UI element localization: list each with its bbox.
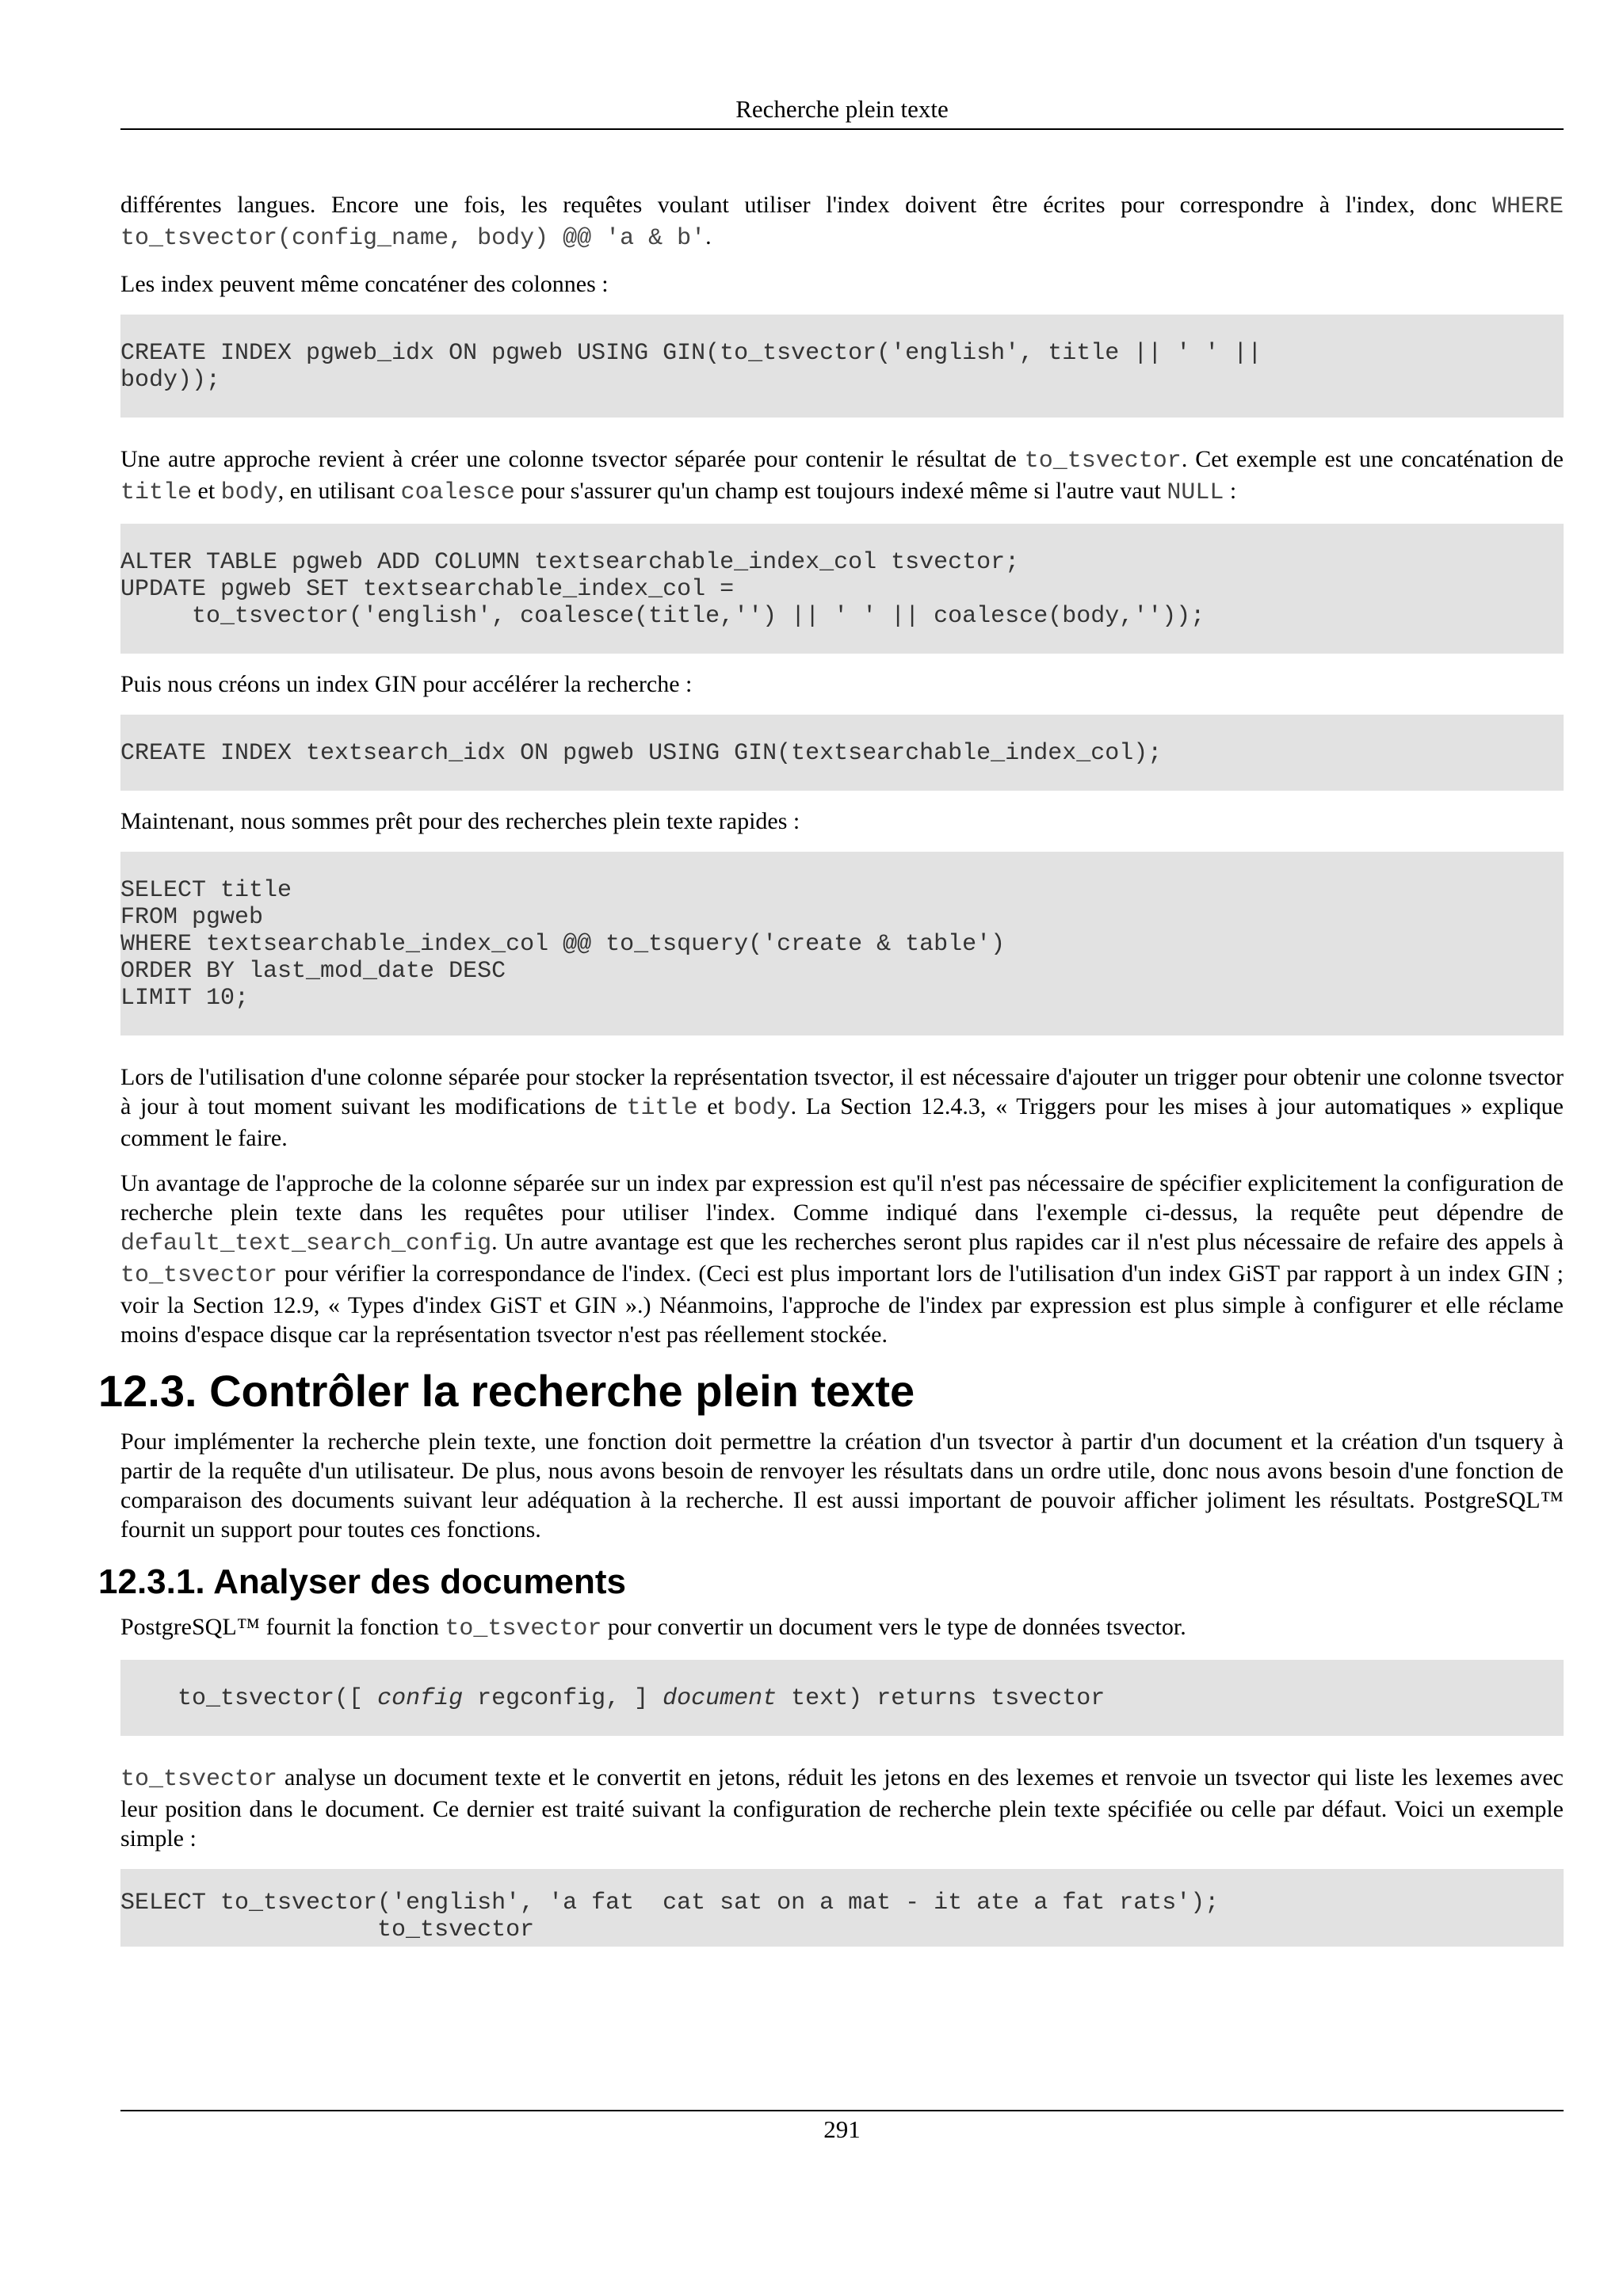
code-block xyxy=(120,315,1564,418)
code-line: WHERE textsearchable_index_col @@ to_tsquery('create & table') xyxy=(120,931,1006,958)
paragraph: PostgreSQL™ fournit la fonction to_tsvector pour convertir un document vers le type de données tsvector. xyxy=(120,1614,1186,1642)
code-block xyxy=(120,1869,1564,1947)
inline-code: body xyxy=(220,479,278,506)
inline-code: WHERE to_tsvector(config_name, body) @@ 'a & b' xyxy=(120,193,1564,252)
code-line: to_tsvector xyxy=(120,1917,535,1943)
code-line: to_tsvector('english', coalesce(title,'') || ' ' || coalesce(body,'')); xyxy=(120,603,1205,630)
header-rule xyxy=(120,128,1564,130)
code-line: SELECT to_tsvector('english', 'a fat cat sat on a mat - it ate a fat rats'); xyxy=(120,1890,1220,1917)
paragraph: to_tsvector analyse un document texte et le convertit en jetons, réduit les jetons en des lexemes et renvoie un tsvector qui liste les lexemes avec leur position dans le document. Ce dernier est traité suivant la configuration de recherche plein texte spécifiée ou celle par défaut. Voici un exemple simple : xyxy=(120,1764,1564,1852)
inline-code: title xyxy=(626,1095,698,1122)
paragraph: Lors de l'utilisation d'une colonne séparée pour stocker la représentation tsvector, il est nécessaire d'ajouter un trigger pour obtenir une colonne tsvector à jour à tout moment suivant les modifications de title et body. La Section 12.4.3, « Triggers pour les mises à jour automatiques » explique comment le faire. xyxy=(120,1064,1564,1151)
code-line: CREATE INDEX pgweb_idx ON pgweb USING GIN(to_tsvector('english', title || ' ' || xyxy=(120,340,1262,367)
code-line: to_tsvector([ config regconfig, ] document text) returns tsvector xyxy=(120,1685,1106,1712)
code-block xyxy=(120,852,1564,1035)
paragraph: Les index peuvent même concaténer des colonnes : xyxy=(120,271,609,297)
paragraph: Pour implémenter la recherche plein texte, une fonction doit permettre la création d'un tsvector à partir d'un document et la création d'un tsquery à partir de la requête d'un utilisateur. De plus, nous avons besoin de renvoyer les résultats dans un ordre utile, donc nous avons besoin d'une fonction de comparaison des documents suivant leur adéquation à la recherche. Il est aussi important de pouvoir afficher joliment les résultats. PostgreSQL™ fournit un support pour toutes ces fonctions. xyxy=(120,1428,1564,1543)
paragraph: Un avantage de l'approche de la colonne séparée sur un index par expression est qu'il n'est pas nécessaire de spécifier explicitement la configuration de recherche plein texte dans les requêtes pour utiliser l'index. Comme indiqué dans l'exemple ci-dessus, la requête peut dépendre de default_text_search_config. Un autre avantage est que les recherches seront plus rapides car il n'est plus nécessaire de refaire des appels à to_tsvector pour vérifier la correspondance de l'index. (Ceci est plus important lors de l'utilisation d'un index GiST par rapport à un index GIN ; voir la Section 12.9, « Types d'index GiST et GIN ».) Néanmoins, l'approche de l'index par expression est plus simple à configurer et elle réclame moins d'espace disque car la représentation tsvector n'est pas réellement stockée. xyxy=(120,1170,1564,1348)
parameter-name: config xyxy=(377,1685,464,1712)
page-number: 291 xyxy=(823,2115,861,2143)
code-line: SELECT title xyxy=(120,877,292,904)
paragraph: Maintenant, nous sommes prêt pour des recherches plein texte rapides : xyxy=(120,808,800,834)
footer-rule xyxy=(120,2110,1564,2111)
code-line: CREATE INDEX textsearch_idx ON pgweb USING GIN(textsearchable_index_col); xyxy=(120,740,1163,767)
code-line: UPDATE pgweb SET textsearchable_index_col = xyxy=(120,576,735,603)
code-block xyxy=(120,1660,1564,1736)
code-block xyxy=(120,524,1564,654)
inline-code: coalesce xyxy=(400,479,515,506)
page-content xyxy=(98,190,1564,1962)
running-header: Recherche plein texte xyxy=(735,95,949,123)
code-line: FROM pgweb xyxy=(120,904,264,931)
code-line: ORDER BY last_mod_date DESC xyxy=(120,958,506,985)
inline-code: to_tsvector xyxy=(1024,448,1182,475)
inline-code: to_tsvector xyxy=(120,1766,278,1793)
inline-code: default_text_search_config xyxy=(120,1230,492,1257)
inline-code: NULL xyxy=(1167,479,1224,506)
paragraph: Puis nous créons un index GIN pour accélérer la recherche : xyxy=(120,671,693,697)
code-line: ALTER TABLE pgweb ADD COLUMN textsearchable_index_col tsvector; xyxy=(120,549,1020,576)
inline-code: title xyxy=(120,479,193,506)
code-line: body)); xyxy=(120,367,221,394)
paragraph: Une autre approche revient à créer une colonne tsvector séparée pour contenir le résultat de to_tsvector. Cet exemple est une concaténation de title et body, en utilisant coalesce pour s'assurer qu'un champ est toujours indexé même si l'autre vaut NULL : xyxy=(120,446,1564,506)
inline-code: to_tsvector xyxy=(120,1262,278,1289)
code-line: LIMIT 10; xyxy=(120,985,250,1012)
paragraph: différentes langues. Encore une fois, les requêtes voulant utiliser l'index doivent être écrites pour correspondre à l'index, donc WHERE to_tsvector(config_name, body) @@ 'a & b'. xyxy=(120,192,1564,252)
inline-code: body xyxy=(733,1095,791,1122)
section-heading: 12.3. Contrôler la recherche plein texte xyxy=(98,1366,915,1416)
parameter-name: document xyxy=(663,1685,777,1712)
code-block xyxy=(120,715,1564,791)
inline-code: to_tsvector xyxy=(445,1615,602,1642)
subsection-heading: 12.3.1. Analyser des documents xyxy=(98,1562,626,1601)
